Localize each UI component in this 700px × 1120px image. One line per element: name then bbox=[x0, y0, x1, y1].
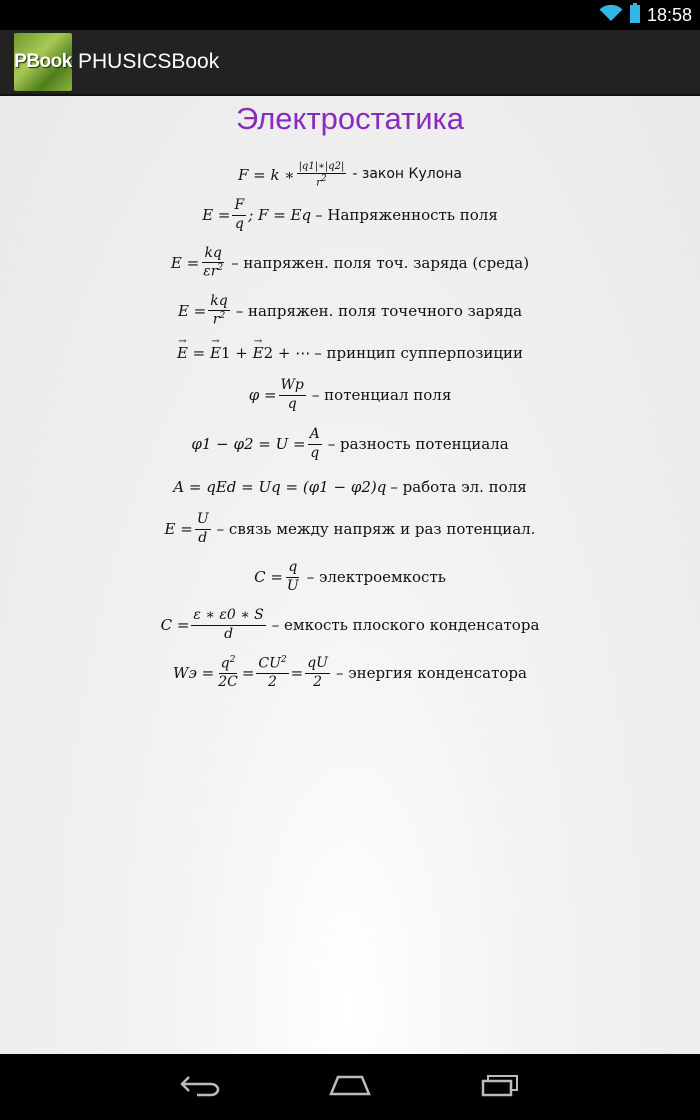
formula-lhs: F = k ∗ bbox=[237, 165, 295, 184]
page-title: Электростатика bbox=[235, 101, 465, 136]
action-bar bbox=[0, 30, 700, 96]
fraction: $\frac{A}{q}$ bbox=[309, 426, 320, 461]
app-logo[interactable] bbox=[14, 33, 72, 91]
fraction: $\frac{\varepsilon ∗ \varepsilon 0 ∗ S}{d}$ bbox=[193, 607, 264, 642]
formula-desc: – Напряженность поля bbox=[315, 205, 498, 224]
formula-desc: – электроемкость bbox=[306, 567, 446, 586]
equals-sign: = bbox=[241, 663, 255, 682]
formula-lhs: φ = bbox=[248, 385, 277, 404]
formula-rest: ; F = Eq bbox=[248, 205, 312, 224]
formula-coulomb-law bbox=[0, 159, 700, 191]
recent-apps-icon bbox=[480, 1073, 520, 1101]
fraction: $\frac{q^2}{2C}$ bbox=[218, 654, 238, 690]
fraction: $\frac{Wp}{q}$ bbox=[280, 377, 304, 412]
formula-desc: – емкость плоского конденсатора bbox=[271, 615, 540, 634]
formula-capacitor-energy bbox=[0, 649, 700, 697]
wifi-icon bbox=[599, 4, 623, 26]
formula-field-strength bbox=[0, 191, 700, 239]
formula-desc: – принцип супперпозиции bbox=[314, 343, 524, 362]
content-area bbox=[0, 96, 700, 1054]
formula-desc: – связь между напряж и раз потенциал. bbox=[216, 519, 536, 538]
formula-potential-difference bbox=[0, 419, 700, 469]
formula-expr: A = qEd = Uq = (φ1 − φ2)q bbox=[173, 477, 387, 496]
formula-desc: – напряжен. поля точечного заряда bbox=[235, 301, 523, 320]
battery-icon bbox=[629, 3, 641, 27]
status-bar bbox=[0, 0, 700, 30]
fraction: $\frac{F}{q}$ bbox=[234, 197, 245, 232]
clock: 18:58 bbox=[646, 4, 692, 25]
formula-lhs: C = bbox=[254, 567, 283, 586]
formula-field-work bbox=[0, 469, 700, 505]
fraction: $\frac{|q1|∗|q2|}{r^2}$ bbox=[298, 161, 345, 189]
formula-point-charge bbox=[0, 287, 700, 335]
home-button[interactable] bbox=[320, 1067, 380, 1107]
fraction: $\frac{qU}{2}$ bbox=[307, 655, 328, 690]
formula-lhs: E = bbox=[164, 519, 193, 538]
equals-sign: = bbox=[290, 663, 304, 682]
fraction: $\frac{q}{U}$ bbox=[286, 559, 299, 594]
home-icon bbox=[328, 1074, 372, 1100]
fraction: $\frac{kq}{\varepsilon r^2}$ bbox=[203, 244, 224, 280]
formula-capacitance bbox=[0, 553, 700, 601]
recent-apps-button[interactable] bbox=[470, 1067, 530, 1107]
back-icon bbox=[179, 1073, 221, 1101]
formula-lhs: Wэ = bbox=[173, 663, 215, 682]
formula-desc: – работа эл. поля bbox=[390, 477, 527, 496]
formula-point-charge-medium bbox=[0, 239, 700, 287]
formula-list bbox=[0, 159, 700, 697]
back-button[interactable] bbox=[170, 1067, 230, 1107]
app-title: PHUSICSBook bbox=[78, 50, 220, 73]
formula-lhs: E = bbox=[170, 253, 200, 272]
formula-lhs: φ1 − φ2 = U = bbox=[191, 434, 306, 453]
formula-superposition bbox=[0, 335, 700, 371]
formula-desc: - закон Кулона bbox=[352, 166, 462, 183]
formula-lhs: C = bbox=[160, 615, 190, 634]
formula-expr: → E = → E1 + → E2 + ⋯ bbox=[177, 345, 310, 362]
formula-desc: – энергия конденсатора bbox=[335, 663, 527, 682]
navigation-bar bbox=[0, 1054, 700, 1120]
fraction: $\frac{CU^2}{2}$ bbox=[258, 654, 287, 690]
formula-lhs: E = bbox=[177, 301, 207, 320]
app-logo-text: PBook bbox=[14, 51, 72, 72]
fraction: $\frac{U}{d}$ bbox=[196, 511, 209, 546]
formula-desc: – напряжен. поля точ. заряда (среда) bbox=[231, 253, 530, 272]
formula-desc: – потенциал поля bbox=[311, 385, 452, 404]
formula-plate-capacitor bbox=[0, 601, 700, 649]
fraction: $\frac{kq}{r^2}$ bbox=[210, 292, 228, 328]
formula-voltage-relation bbox=[0, 505, 700, 553]
formula-potential bbox=[0, 371, 700, 419]
formula-lhs: E = bbox=[202, 205, 231, 224]
formula-desc: – разность потенциала bbox=[327, 434, 509, 453]
